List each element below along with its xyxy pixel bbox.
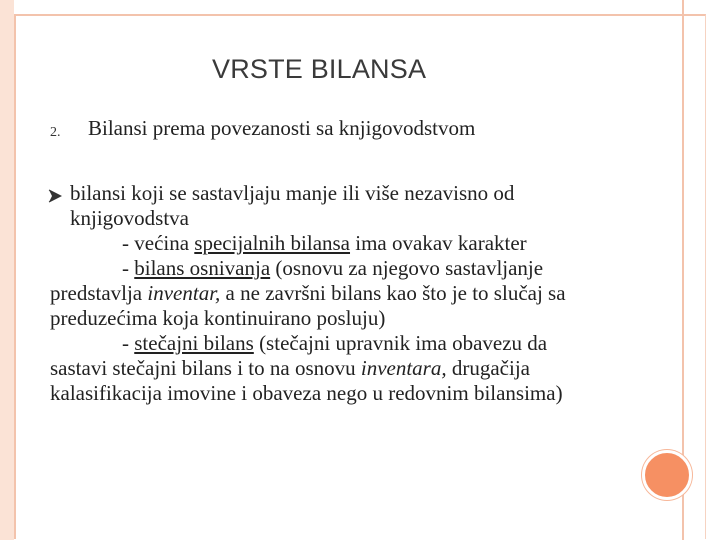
slide-body [50,181,660,406]
subheading: Bilansi prema povezanosti sa knjigovodstvom [88,116,476,140]
point-2-rest: (osnovu za njegovo sastavljanje [270,256,544,280]
point-1-term: specijalnih bilansa [194,231,351,255]
item-number: 2. [50,125,61,140]
point-3-dash: - [122,331,135,355]
decor-circle [642,450,692,500]
point-3-line-2 [50,356,660,381]
point-2-line-2-end: a ne završni bilans kao što je to slučaj sa [220,281,566,305]
point-3-line-2-start: sastavi stečajni bilans i to na osnovu [50,356,361,380]
point-2-line-1 [50,256,660,281]
point-2-line-2 [50,281,660,306]
point-1 [50,231,660,256]
point-2-term: bilans osnivanja [134,256,271,280]
point-1-dash: - većina [122,231,195,255]
point-2-line-2-start: predstavlja [50,281,148,305]
point-1-rest: ima ovakav karakter [350,231,527,255]
point-3-rest: (stečajni upravnik ima obavezu da [253,331,548,355]
point-3-line-2-end: drugačija [446,356,530,380]
bullet-line-1: bilansi koji se sastavljaju manje ili više nezavisno od [70,181,515,205]
point-2-line-3: preduzećima koja kontinuirano posluju) [50,306,386,330]
bullet-line-2: knjigovodstva [70,206,189,230]
point-3-line-1 [50,331,660,356]
point-2-italic: inventar, [147,281,221,305]
point-3-italic: inventara, [360,356,447,380]
left-decor-band [0,0,14,540]
point-2-dash: - [122,256,135,280]
point-3-term: stečajni bilans [134,331,254,355]
point-3-line-3: kalasifikacija imovine i obaveza nego u redovnim bilansima) [50,381,563,405]
slide-title: VRSTE BILANSA [212,54,427,84]
